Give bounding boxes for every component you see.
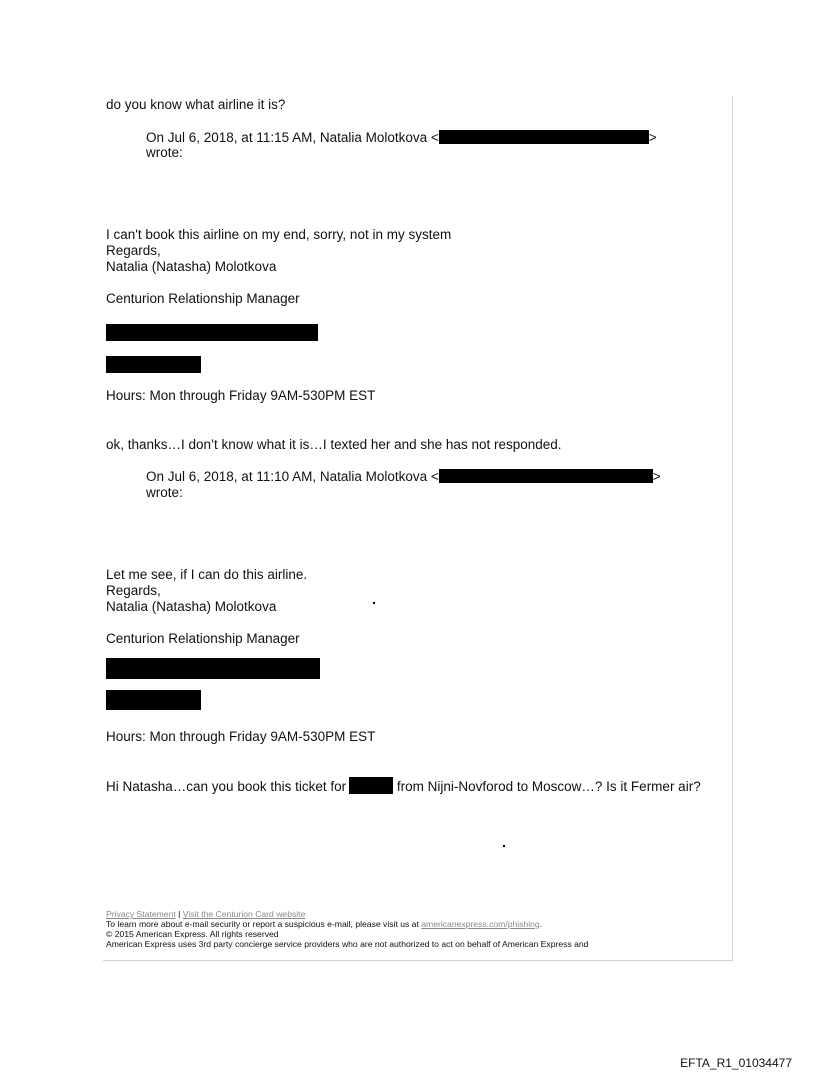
request-text-part1: Hi Natasha…can you book this ticket for [106, 779, 347, 794]
phishing-link[interactable]: americanexpress.com/phishing [421, 919, 540, 929]
footer-security [106, 919, 542, 929]
reply-text-1: do you know what airline it is? [106, 97, 286, 112]
redacted-email-1 [439, 130, 649, 144]
redacted-name [349, 777, 393, 794]
request-text-part2: from Nijni-Novforod to Moscow…? Is it Fermer air? [393, 779, 701, 794]
footer-copyright: © 2015 American Express. All rights reserved [106, 929, 279, 939]
quote-header-2 [146, 469, 661, 485]
redacted-block-3 [106, 658, 320, 679]
hours-1: Hours: Mon through Friday 9AM-530PM EST [106, 388, 376, 403]
quote-header-1-prefix: On Jul 6, 2018, at 11:15 AM, Natalia Molotkova < [146, 130, 439, 145]
document-id: EFTA_R1_01034477 [680, 1056, 792, 1070]
signature-name-1: Natalia (Natasha) Molotkova [106, 259, 277, 274]
signature-title-2: Centurion Relationship Manager [106, 631, 300, 646]
request-text [106, 777, 701, 795]
scan-speck-1 [373, 602, 375, 604]
hours-2: Hours: Mon through Friday 9AM-530PM EST [106, 729, 376, 744]
regards-1: Regards, [106, 243, 161, 258]
signature-name-2: Natalia (Natasha) Molotkova [106, 599, 277, 614]
quote-wrote-1: wrote: [146, 145, 183, 160]
redacted-block-4 [106, 690, 201, 710]
footer-security-suffix: . [539, 919, 543, 929]
quote-header-2-prefix: On Jul 6, 2018, at 11:10 AM, Natalia Molotkova < [146, 469, 439, 484]
footer-security-text: To learn more about e-mail security or report a suspicious e-mail, please visit us at [106, 919, 422, 929]
quote-header-1 [146, 130, 657, 146]
email-frame [103, 96, 733, 961]
footer-links [106, 909, 305, 919]
quote-wrote-2: wrote: [146, 485, 183, 500]
quote-header-1-suffix: > [648, 130, 657, 145]
signature-title-1: Centurion Relationship Manager [106, 291, 300, 306]
redacted-email-2 [439, 469, 653, 483]
centurion-website-link[interactable]: Visit the Centurion Card website [182, 909, 306, 919]
scan-speck-2 [503, 845, 505, 847]
regards-2: Regards, [106, 583, 161, 598]
footer-disclaimer: American Express uses 3rd party concierge service providers who are not authorized to act on behalf of American Express and [106, 939, 589, 949]
quote-header-2-suffix: > [652, 469, 661, 484]
reply-text-2: ok, thanks…I don’t know what it is…I texted her and she has not responded. [106, 437, 562, 452]
body-text-1: I can't book this airline on my end, sorry, not in my system [106, 227, 452, 242]
footer-separator: | [175, 909, 183, 919]
redacted-block-1 [106, 324, 318, 341]
body-text-2: Let me see, if I can do this airline. [106, 567, 308, 582]
privacy-statement-link[interactable]: Privacy Statement [106, 909, 176, 919]
redacted-block-2 [106, 356, 201, 373]
